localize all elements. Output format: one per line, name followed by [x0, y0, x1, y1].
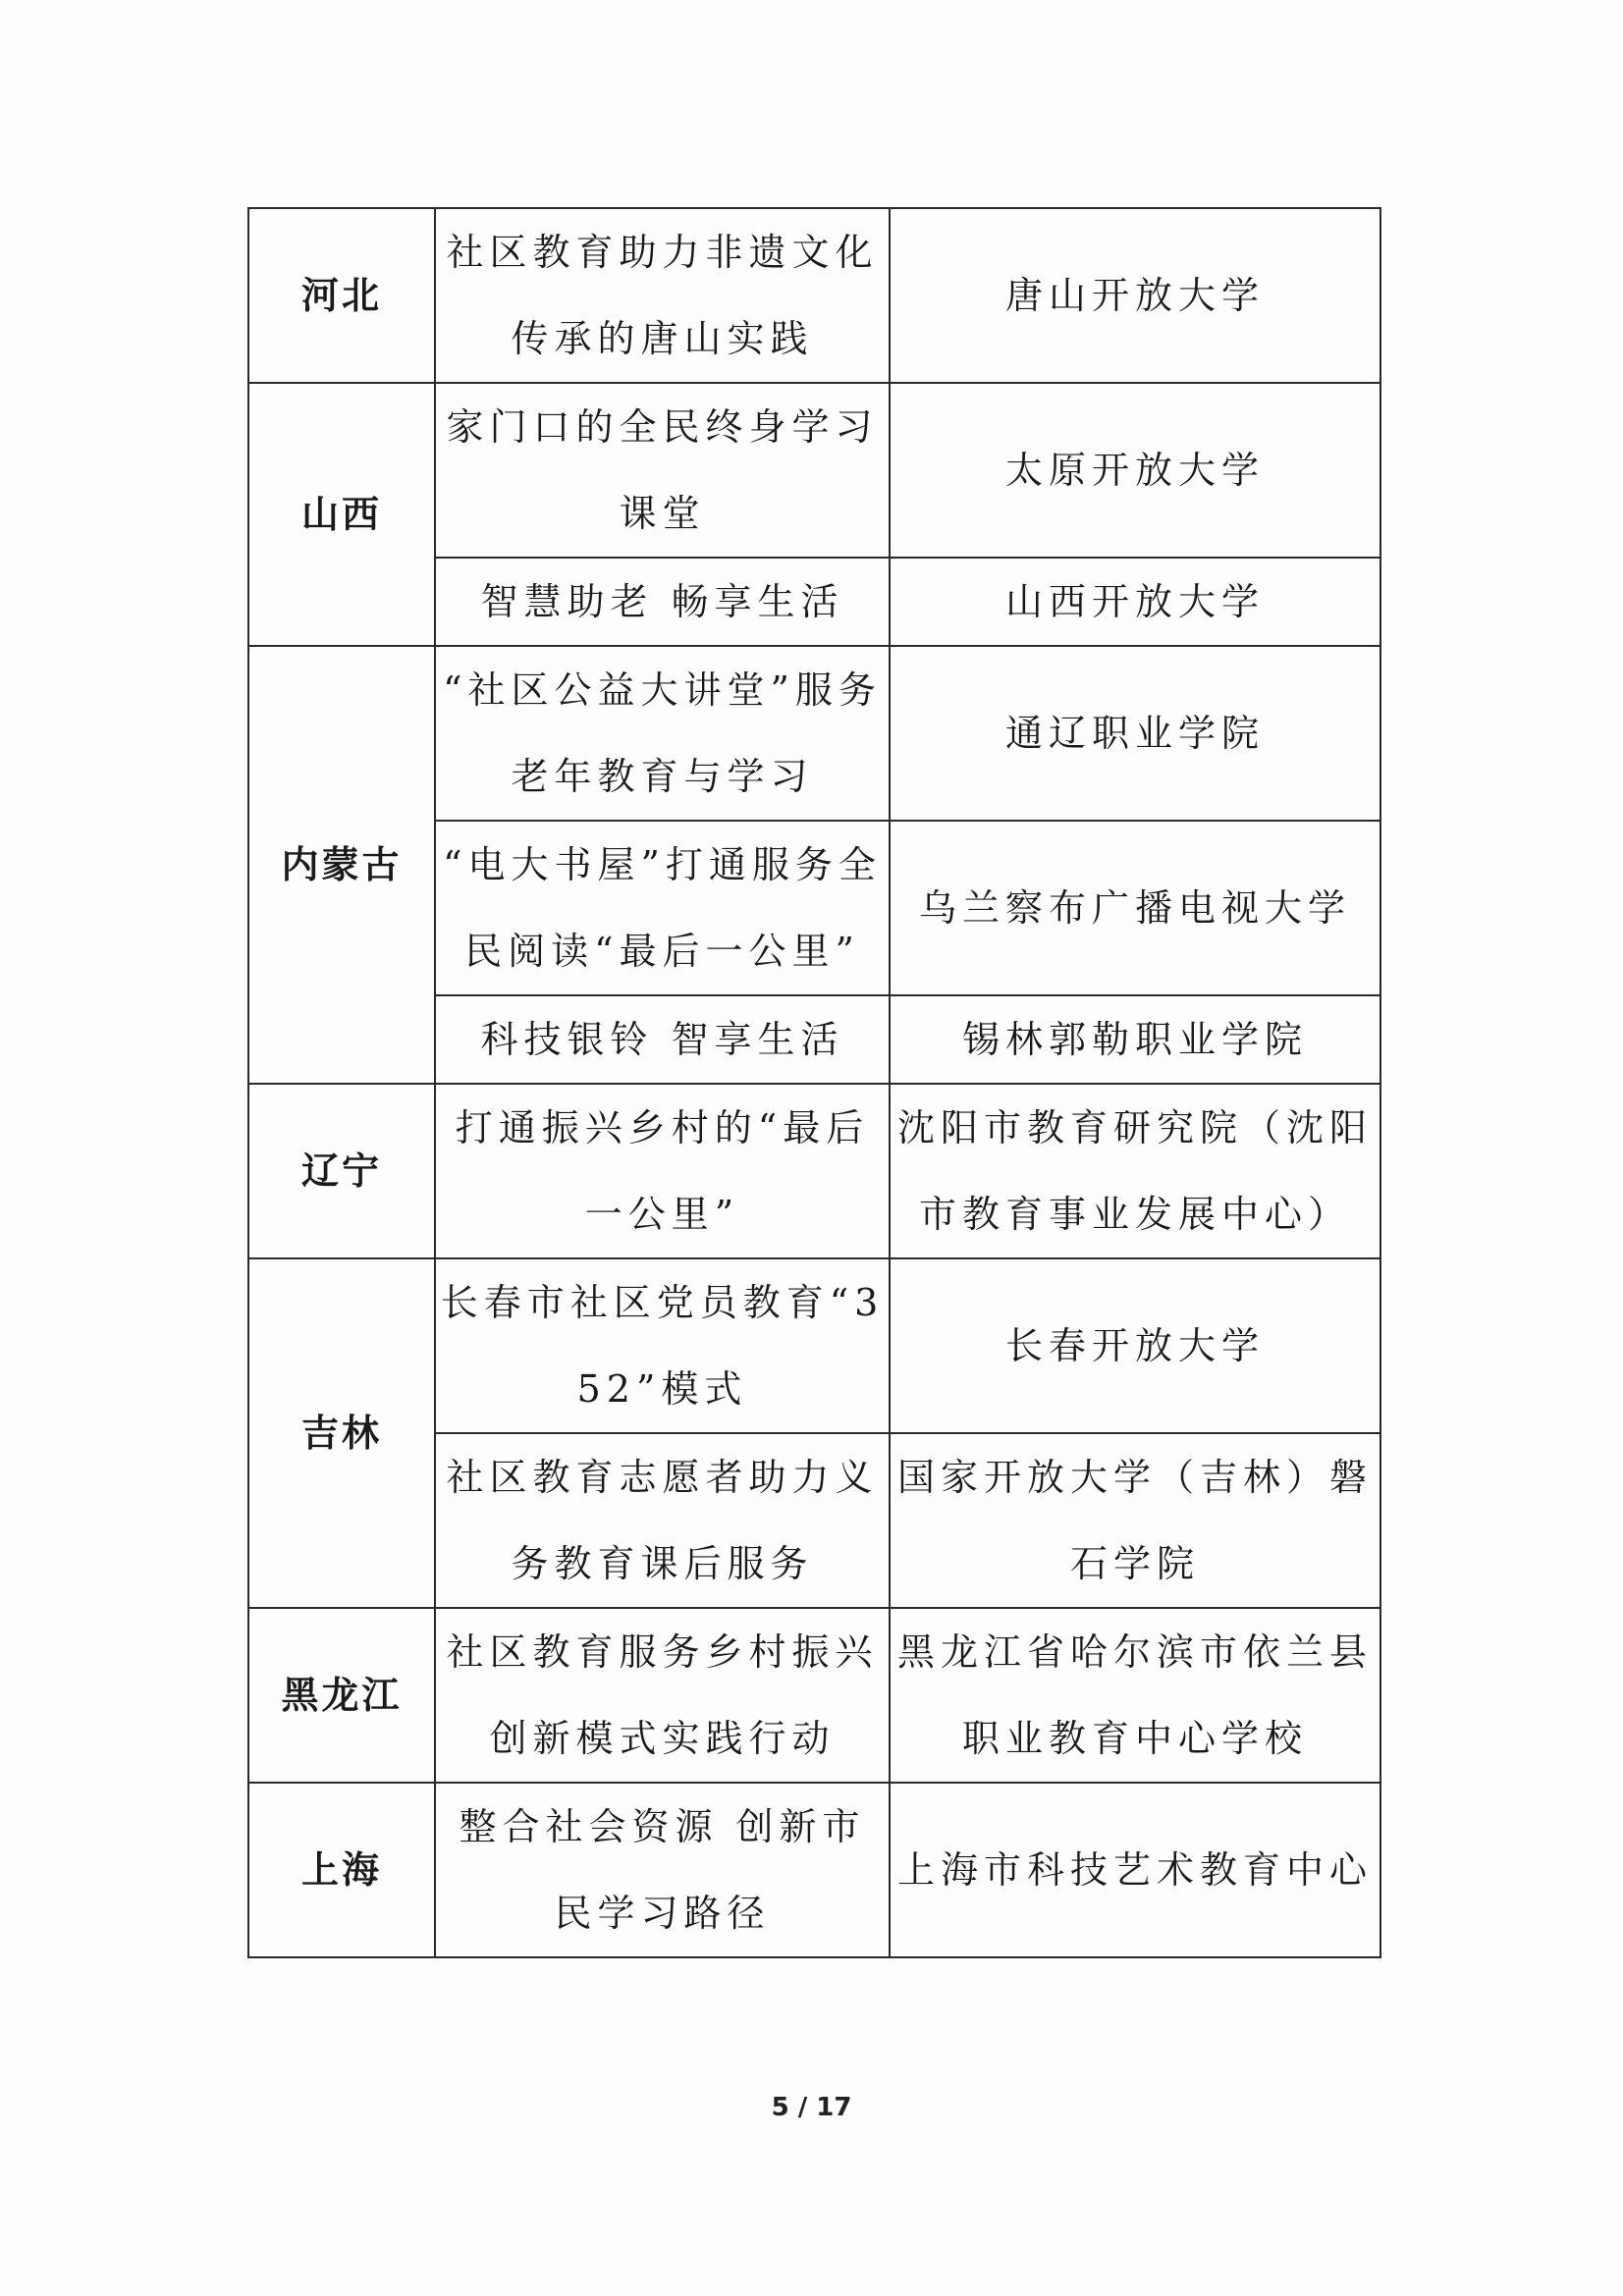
page-number: 5 / 17: [771, 2093, 852, 2122]
unit-cell: 太原开放大学: [890, 383, 1380, 558]
unit-cell: 长春开放大学: [890, 1258, 1380, 1433]
province-cell: 山西: [248, 383, 435, 646]
project-cell: 社区教育志愿者助力义务教育课后服务: [435, 1433, 890, 1608]
project-cell: “社区公益大讲堂”服务老年教育与学习: [435, 646, 890, 821]
province-cell: 河北: [248, 208, 435, 383]
table-row: [248, 1258, 1380, 1433]
unit-cell: 唐山开放大学: [890, 208, 1380, 383]
project-cell: 科技银铃 智享生活: [435, 995, 890, 1084]
table-row: [248, 1084, 1380, 1258]
province-cell: 黑龙江: [248, 1608, 435, 1783]
table-row: [248, 1783, 1380, 1957]
table-row: [248, 383, 1380, 558]
project-cell: 社区教育服务乡村振兴创新模式实践行动: [435, 1608, 890, 1783]
table-row: [248, 208, 1380, 383]
project-cell: 长春市社区党员教育“352”模式: [435, 1258, 890, 1433]
unit-cell: 山西开放大学: [890, 558, 1380, 646]
project-cell: 打通振兴乡村的“最后一公里”: [435, 1084, 890, 1258]
projects-table: [247, 207, 1381, 1958]
province-cell: 吉林: [248, 1258, 435, 1608]
province-cell: 内蒙古: [248, 646, 435, 1084]
table-row: [248, 646, 1380, 821]
province-cell: 上海: [248, 1783, 435, 1957]
unit-cell: 黑龙江省哈尔滨市依兰县职业教育中心学校: [890, 1608, 1380, 1783]
project-cell: 社区教育助力非遗文化传承的唐山实践: [435, 208, 890, 383]
province-cell: 辽宁: [248, 1084, 435, 1258]
unit-cell: 沈阳市教育研究院（沈阳市教育事业发展中心）: [890, 1084, 1380, 1258]
unit-cell: 上海市科技艺术教育中心: [890, 1783, 1380, 1957]
unit-cell: 通辽职业学院: [890, 646, 1380, 821]
project-cell: 家门口的全民终身学习课堂: [435, 383, 890, 558]
unit-cell: 锡林郭勒职业学院: [890, 995, 1380, 1084]
project-cell: 智慧助老 畅享生活: [435, 558, 890, 646]
table-row: [248, 1608, 1380, 1783]
unit-cell: 国家开放大学（吉林）磐石学院: [890, 1433, 1380, 1608]
project-cell: 整合社会资源 创新市民学习路径: [435, 1783, 890, 1957]
project-cell: “电大书屋”打通服务全民阅读“最后一公里”: [435, 821, 890, 995]
unit-cell: 乌兰察布广播电视大学: [890, 821, 1380, 995]
